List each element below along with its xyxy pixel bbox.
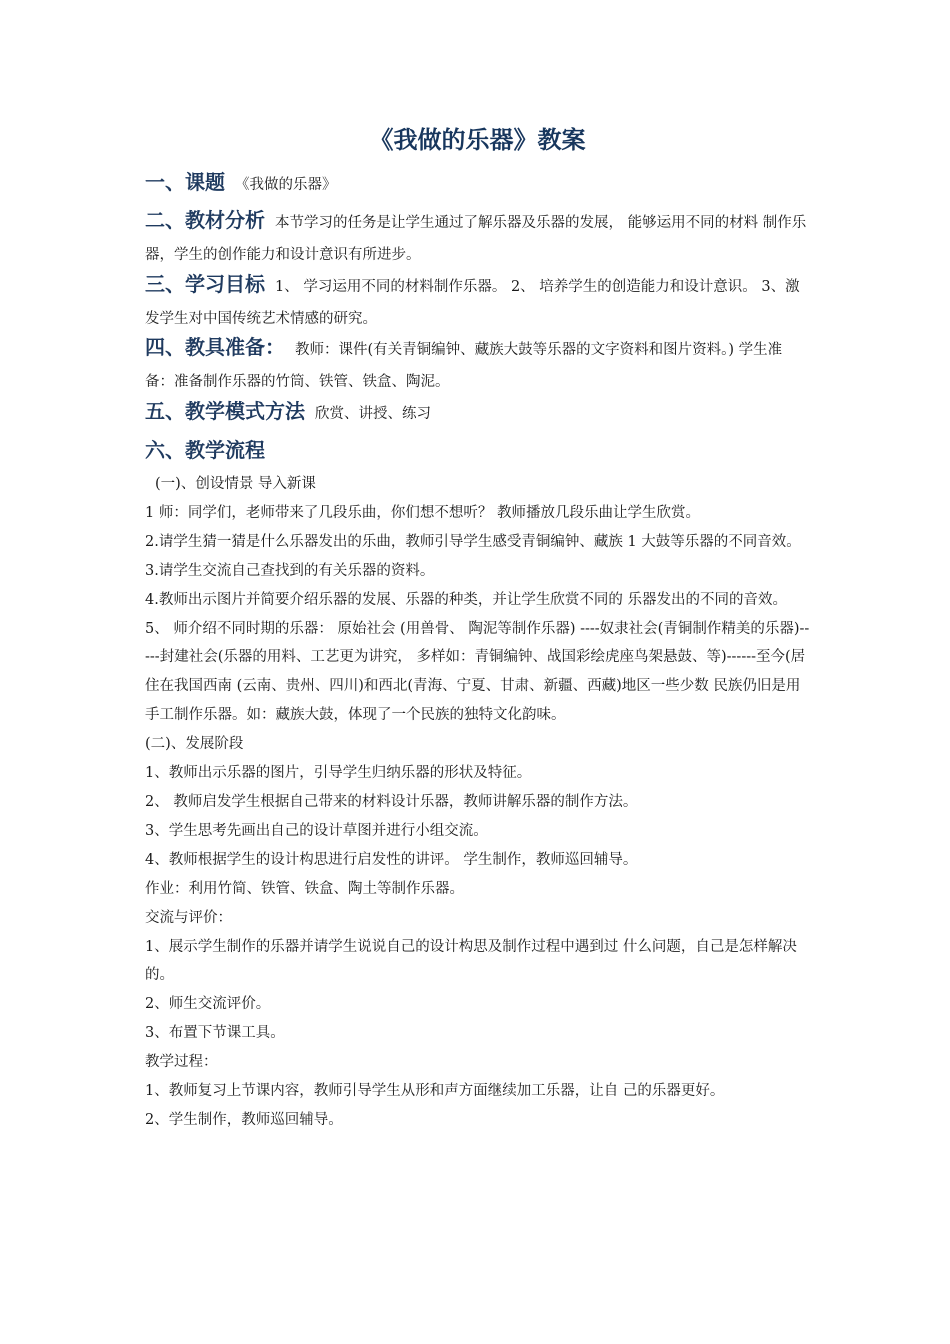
section-text: 教师：课件(有关青铜编钟、藏族大鼓等乐器的文字资料和图片资料。) 学生准备：准备制作乐器的竹筒、铁管、铁盒、陶泥。 [145,342,783,390]
paragraph: 1 师：同学们，老师带来了几段乐曲，你们想不想听？ 教师播放几段乐曲让学生欣赏。 [145,504,700,521]
section-text: 《我做的乐器》 [235,177,337,193]
section-topic [145,166,810,201]
section-heading: 四、教具准备： [145,335,285,359]
paragraph: 3、布置下节课工具。 [145,1025,285,1042]
paragraph: 作业：利用竹简、铁管、铁盒、陶土等制作乐器。 [145,880,464,897]
paragraph: 教学过程： [145,1054,218,1071]
paragraph: 2、师生交流评价。 [145,996,271,1013]
section-text: 本节学习的任务是让学生通过了解乐器及乐器的发展， 能够运用不同的材料 制作乐器，学生的创作能力和设计意识有所进步。 [145,215,807,263]
paragraph: 1、教师出示乐器的图片，引导学生归纳乐器的形状及特征。 [145,765,532,782]
paragraph: 2、学生制作，教师巡回辅导。 [145,1111,343,1128]
section-heading: 二、教材分析 [145,208,265,232]
section-teaching-process [145,434,810,469]
section-teaching-tools [145,331,810,398]
section-heading: 五、教学模式方法 [145,399,305,423]
paragraph: 1、教师复习上节课内容，教师引导学生从形和声方面继续加工乐器，让自 己的乐器更好。 [145,1083,725,1100]
paragraph: (二)、发展阶段 [145,736,244,753]
paragraph: 3、学生思考先画出自己的设计草图并进行小组交流。 [145,822,488,839]
section-heading: 六、教学流程 [145,438,265,462]
section-text: 1、 学习运用不同的材料制作乐器。 2、 培养学生的创造能力和设计意识。 3、激发学生对中国传统艺术情感的研究。 [145,279,800,327]
section-text: 欣赏、讲授、练习 [315,406,431,422]
process-body [145,470,810,1135]
paragraph: 2.请学生猜一猜是什么乐器发出的乐曲，教师引导学生感受青铜编钟、藏族 1 大鼓等乐器的不同音效。 [145,533,801,550]
paragraph: 4、教师根据学生的设计构思进行启发性的讲评。 学生制作，教师巡回辅导。 [145,851,638,868]
paragraph: 交流与评价： [145,909,232,926]
section-material-analysis [145,204,810,271]
paragraph: (一)、创设情景 导入新课 [155,476,316,492]
paragraph: 2、 教师启发学生根据自己带来的材料设计乐器，教师讲解乐器的制作方法。 [145,793,638,810]
section-teaching-methods [145,395,810,430]
document-title: 《我做的乐器》教案 [369,126,586,154]
section-heading: 三、学习目标 [145,272,265,296]
section-heading: 一、课题 [145,170,225,194]
paragraph: 4.教师出示图片并简要介绍乐器的发展、乐器的种类，并让学生欣赏不同的 乐器发出的不同的音效。 5、 师介绍不同时期的乐器： 原始社会 (用兽骨、 陶泥等制作乐器) ----奴隶社会(青铜制作精美的乐器)-----封建社会(乐器的用料、工艺更为讲究， 多样如：青铜编钟、战国彩绘虎座鸟架悬鼓、等)------至今(居住在我国西南 (云南、贵州、四川)和西北(青海、宁夏、甘肃、新疆、西藏)地区一些少数 民族仍旧是用手工制作乐器。如：藏族大鼓，体现了一个民族的独特文化韵味。 [145,591,810,724]
paragraph: 3.请学生交流自己查找到的有关乐器的资料。 [145,562,435,579]
section-learning-goals [145,268,810,335]
paragraph: 1、展示学生制作的乐器并请学生说说自己的设计构思及制作过程中遇到过 什么问题，自己是怎样解决的。 [145,938,797,984]
